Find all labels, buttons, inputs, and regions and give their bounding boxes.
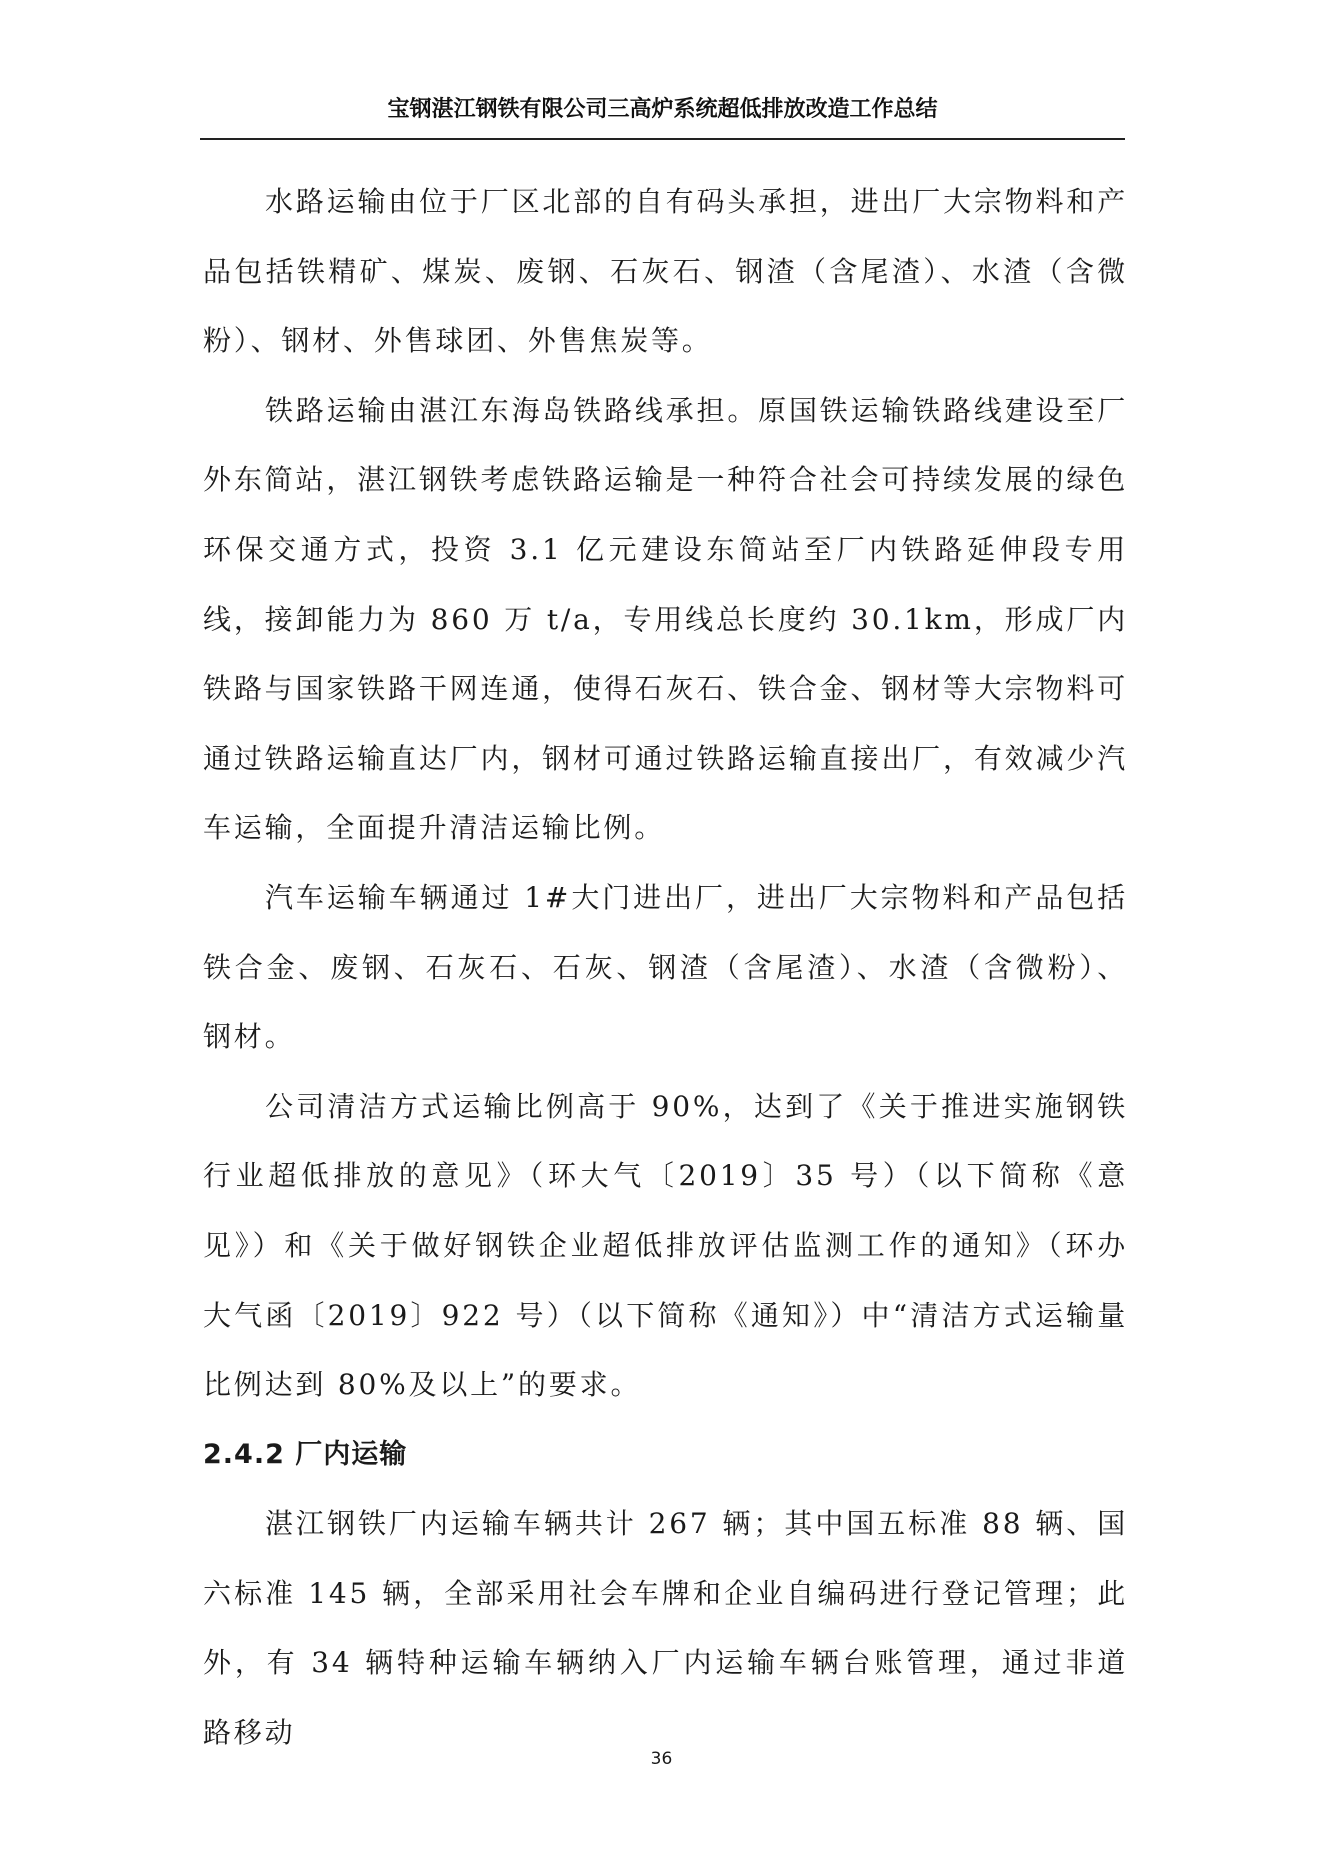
page-number: 36	[650, 1749, 673, 1769]
paragraph-water-transport: 水路运输由位于厂区北部的自有码头承担，进出厂大宗物料和产品包括铁精矿、煤炭、废钢、石灰石、钢渣（含尾渣）、水渣（含微粉）、钢材、外售球团、外售焦炭等。	[203, 185, 1128, 358]
paragraph-railway-transport: 铁路运输由湛江东海岛铁路线承担。原国铁运输铁路线建设至厂外东简站，湛江钢铁考虑铁路运输是一种符合社会可持续发展的绿色环保交通方式，投资 3.1 亿元建设东简站至厂内铁路延伸段专用线，接卸能力为 860 万 t/a，专用线总长度约 30.1km，形成厂内铁路与国家铁路干网连通，使得石灰石、铁合金、钢材等大宗物料可通过铁路运输直达厂内，钢材可通过铁路运输直接出厂，有效减少汽车运输，全面提升清洁运输比例。	[203, 393, 1128, 845]
page-header-title: 宝钢湛江钢铁有限公司三高炉系统超低排放改造工作总结	[387, 97, 938, 122]
document-body	[203, 167, 1128, 1768]
section-heading: 2.4.2 厂内运输	[203, 1438, 408, 1470]
paragraph-clean-transport-ratio: 公司清洁方式运输比例高于 90%，达到了《关于推进实施钢铁行业超低排放的意见》（环大气〔2019〕35 号）（以下简称《意见》）和《关于做好钢铁企业超低排放评估监测工作的通知》（环办大气函〔2019〕922 号）（以下简称《通知》）中“清洁方式运输量比例达到 80%及以上”的要求。	[203, 1089, 1128, 1402]
header-divider	[200, 138, 1125, 140]
paragraph-road-transport: 汽车运输车辆通过 1#大门进出厂，进出厂大宗物料和产品包括铁合金、废钢、石灰石、石灰、钢渣（含尾渣）、水渣（含微粉）、钢材。	[203, 880, 1128, 1054]
paragraph-in-plant-transport: 湛江钢铁厂内运输车辆共计 267 辆；其中国五标准 88 辆、国六标准 145 辆，全部采用社会车牌和企业自编码进行登记管理；此外，有 34 辆特种运输车辆纳入厂内运输车辆台账管理，通过非道路移动	[203, 1507, 1128, 1750]
